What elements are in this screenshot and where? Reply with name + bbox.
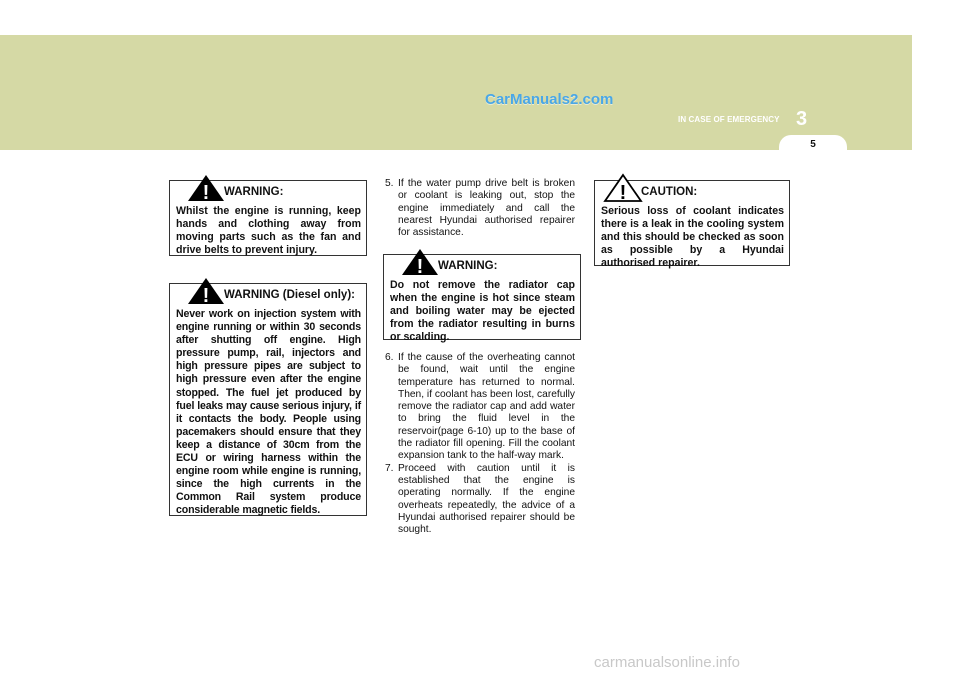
warning-box-moving-parts (169, 180, 367, 256)
steps-list-top (385, 178, 575, 239)
chapter-label: IN CASE OF EMERGENCY (678, 115, 780, 124)
box-header (601, 182, 784, 205)
warning-box-radiator-cap (383, 254, 581, 344)
step-text: If the water pump drive belt is broken or coolant is leaking out, stop the engine immediately and call the nearest Hyundai authorised repairer for assistance. (398, 178, 575, 239)
step-item (385, 178, 575, 239)
svg-text:!: ! (202, 182, 210, 203)
step-number: 6. (385, 352, 394, 363)
chapter-number: 3 (796, 108, 808, 130)
warning-triangle-icon (186, 173, 226, 203)
header-band (0, 35, 912, 150)
warning-box-diesel (169, 283, 367, 516)
site-link[interactable]: CarManuals2.com (485, 91, 614, 108)
svg-text:!: ! (202, 285, 210, 306)
steps-list-bottom (385, 352, 575, 536)
caution-triangle-icon (603, 173, 643, 203)
box-title: WARNING: (438, 260, 498, 272)
step-number: 5. (385, 178, 394, 189)
box-text: Do not remove the radiator cap when the engine is hot since steam and boiling water may be ejected from the radiator resulting in burns or scalding. (390, 279, 575, 344)
step-text: Proceed with caution until it is established that the engine is operating normally. If the engine overheats repeatedly, the advice of a Hyundai authorised repairer should be sought. (398, 462, 575, 536)
step-item (385, 352, 575, 463)
warning-triangle-icon (186, 276, 226, 306)
box-title: WARNING (Diesel only): (224, 289, 355, 301)
svg-text:!: ! (619, 182, 627, 203)
box-header (176, 285, 361, 308)
caution-box-coolant (594, 180, 790, 270)
step-item (385, 463, 575, 537)
box-text: Serious loss of coolant indicates there is a leak in the cooling system and this should be checked as soon as possible by a Hyundai authorised repairer. (601, 205, 784, 270)
warning-triangle-icon (400, 247, 440, 277)
box-text: Never work on injection system with engine running or within 30 seconds after shutting off engine. High pressure pump, rail, injectors and high pressure pipes are subject to high pressure even after the engine stopped. The fuel jet produced by fuel leaks may cause serious injury, if it contacts the body. People using pacemakers should ensure that they keep a distance of 30cm from the ECU or wiring harness within the engine room while engine is running, since the high currents in the Common Rail system produce considerable magnetic fields. (176, 308, 361, 517)
box-header (176, 182, 361, 205)
step-text: If the cause of the overheating cannot be found, wait until the engine temperature has returned to normal. Then, if coolant has been lost, carefully remove the radiator cap and add water to bring the fluid level in the reservoir(page 6-10) up to the base of the radiator fill opening. Fill the coolant expansion tank to the half-way mark. (398, 352, 575, 462)
box-text: Whilst the engine is running, keep hands and clothing away from moving parts such as the fan and drive belts to prevent injury. (176, 205, 361, 257)
page-number: 5 (810, 139, 816, 150)
box-header (390, 256, 575, 279)
box-title: WARNING: (224, 186, 284, 198)
svg-text:!: ! (416, 256, 424, 277)
step-number: 7. (385, 462, 394, 474)
watermark: carmanualsonline.info (594, 654, 740, 671)
box-title: CAUTION: (641, 186, 698, 198)
